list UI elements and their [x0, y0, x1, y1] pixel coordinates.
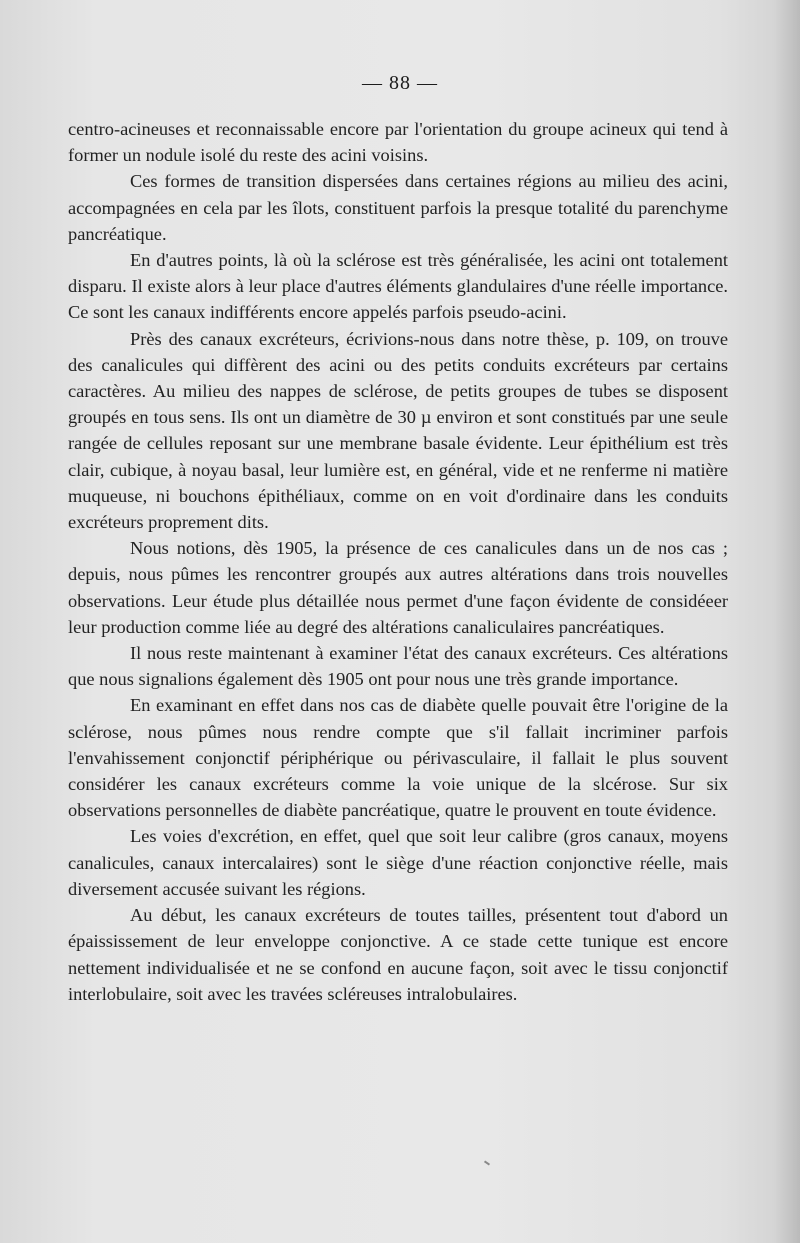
- paragraph-2: Ces formes de transition dispersées dans certaines régions au milieu des acini, accompagnées en cela par les îlots, constituent parfois la presque totalité du parenchyme pancréatique.: [68, 171, 728, 244]
- paragraph-6: Il nous reste maintenant à examiner l'état des canaux excréteurs. Ces altérations que nous signalions également dès 1905 ont pour nous une très grande importance.: [68, 643, 728, 690]
- paragraph-7: En examinant en effet dans nos cas de diabète quelle pouvait être l'origine de la sclérose, nous pûmes nous rendre compte que s'il fallait incriminer parfois l'envahissement conjonctif périphérique ou périvasculaire, il fallait le plus souvent considérer les canaux excréteurs comme la voie unique de la slcérose. Sur six observations personnelles de diabète pancréatique, quatre le prouvent en toute évidence.: [68, 695, 728, 821]
- page-edge-shadow: [774, 0, 800, 1243]
- paragraph-4: Près des canaux excréteurs, écrivions-nous dans notre thèse, p. 109, on trouve des canalicules qui diffèrent des acini ou des petits conduits excréteurs par certains caractères. Au milieu des nappes de sclérose, de petits groupes de tubes se disposent groupés en tous sens. Ils ont un diamètre de 30 µ environ et sont constitués par une seule rangée de cellules reposant sur une membrane basale évidente. Leur épithélium est très clair, cubique, à noyau basal, leur lumière est, en général, vide et ne renferme ni matière muqueuse, ni bouchons épithéliaux, comme on en voit d'ordinaire dans les conduits excréteurs proprement dits.: [68, 328, 728, 533]
- paragraph-8: Les voies d'excrétion, en effet, quel que soit leur calibre (gros canaux, moyens canalicules, canaux intercalaires) sont le siège d'une réaction conjonctive réelle, mais diversement accusée suivant les régions.: [68, 826, 728, 899]
- paragraph-9: Au début, les canaux excréteurs de toutes tailles, présentent tout d'abord un épaississement de leur enveloppe conjonctive. A ce stade cette tunique est encore nettement individualisée et ne se confond en aucune façon, soit avec le tissu conjonctif interlobulaire, soit avec les travées scléreuses intralobulaires.: [68, 905, 728, 1004]
- page-number: — 88 —: [362, 72, 438, 94]
- paragraph-5: Nous notions, dès 1905, la présence de ces canalicules dans un de nos cas ; depuis, nous pûmes les rencontrer groupés aux autres altérations dans trois nouvelles observations. Leur étude plus détaillée nous permet d'une façon évidente de considéeer leur production comme liée au degré des altérations canaliculaires pancréatiques.: [68, 538, 728, 637]
- paragraph-3: En d'autres points, là où la sclérose est très généralisée, les acini ont totalement disparu. Il existe alors à leur place d'autres éléments glandulaires d'une réelle importance. Ce sont les canaux indifférents encore appelés parfois pseudo-acini.: [68, 250, 728, 323]
- scan-speck: [484, 1160, 490, 1165]
- body-text: [68, 116, 728, 1007]
- paragraph-1: centro-acineuses et reconnaissable encore par l'orientation du groupe acineux qui tend à former un nodule isolé du reste des acini voisins.: [68, 119, 728, 166]
